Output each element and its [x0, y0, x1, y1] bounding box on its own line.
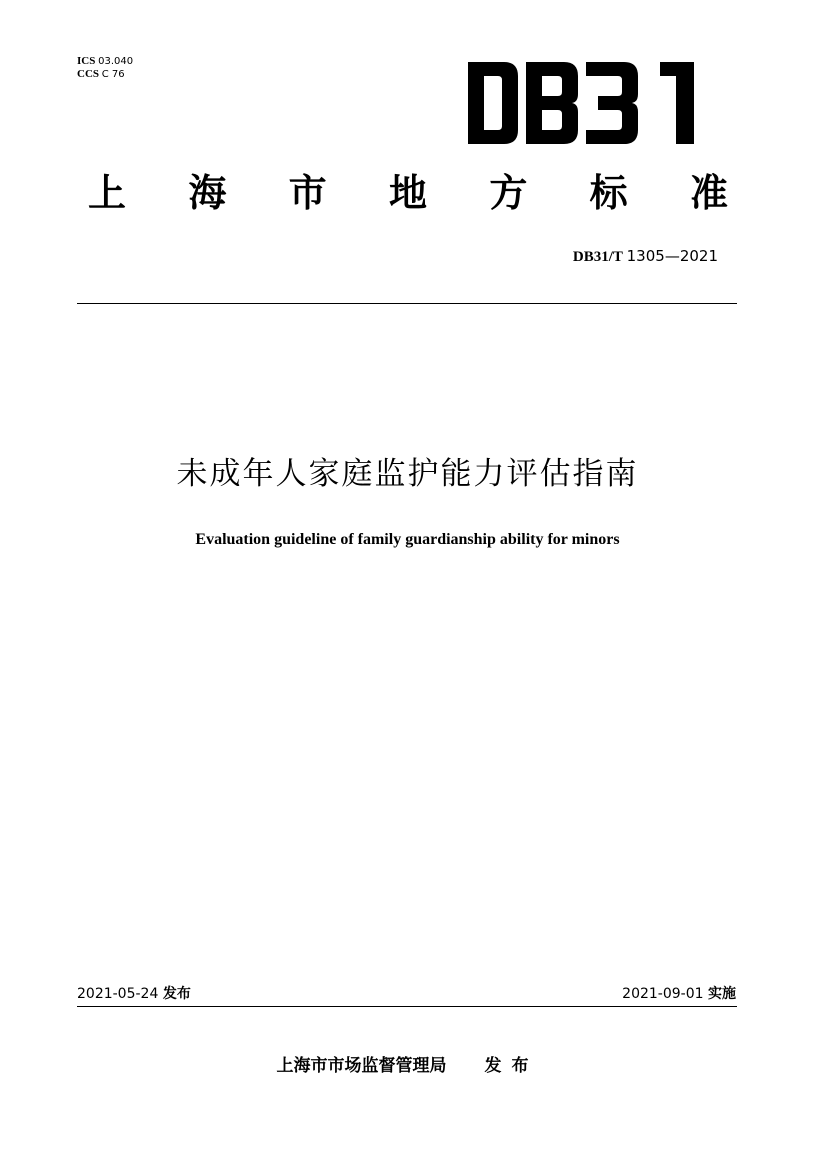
- implement-date: [622, 985, 736, 1003]
- implement-date-value: 2021-09-01: [622, 986, 704, 1002]
- ics-code: ICS 03.040: [77, 55, 134, 67]
- implement-label: 实施: [708, 986, 736, 1002]
- standard-type-char: 方: [489, 171, 528, 215]
- publish-date: [77, 985, 191, 1003]
- publish-label: 发布: [162, 986, 191, 1002]
- standard-type-char: 海: [188, 171, 227, 215]
- standard-type-char: 标: [589, 171, 628, 215]
- publish-date-value: 2021-05-24: [77, 986, 159, 1002]
- standard-type-char: 准: [689, 171, 728, 215]
- standard-number-prefix: DB31/T: [572, 249, 623, 265]
- standard-type-title: [88, 168, 728, 218]
- standard-number: [573, 247, 718, 266]
- issuer: [0, 1055, 815, 1077]
- issuer-action: 发布: [484, 1056, 539, 1076]
- document-title-chinese: 未成年人家庭监护能力评估指南: [176, 456, 639, 492]
- issuer-name: 上海市市场监督管理局: [276, 1056, 447, 1076]
- classification-codes: [77, 55, 133, 81]
- document-title-english: Evaluation guideline of family guardianship ability for minors: [195, 531, 620, 548]
- footer-divider: [77, 1006, 737, 1007]
- standard-type-char: 上: [88, 171, 127, 215]
- db31-logo: [468, 62, 694, 144]
- standard-number-value: 1305—2021: [626, 247, 718, 265]
- ccs-code: CCS C 76: [77, 68, 125, 80]
- header-divider: [77, 303, 737, 304]
- standard-type-char: 市: [288, 171, 327, 215]
- standard-type-char: 地: [388, 171, 427, 215]
